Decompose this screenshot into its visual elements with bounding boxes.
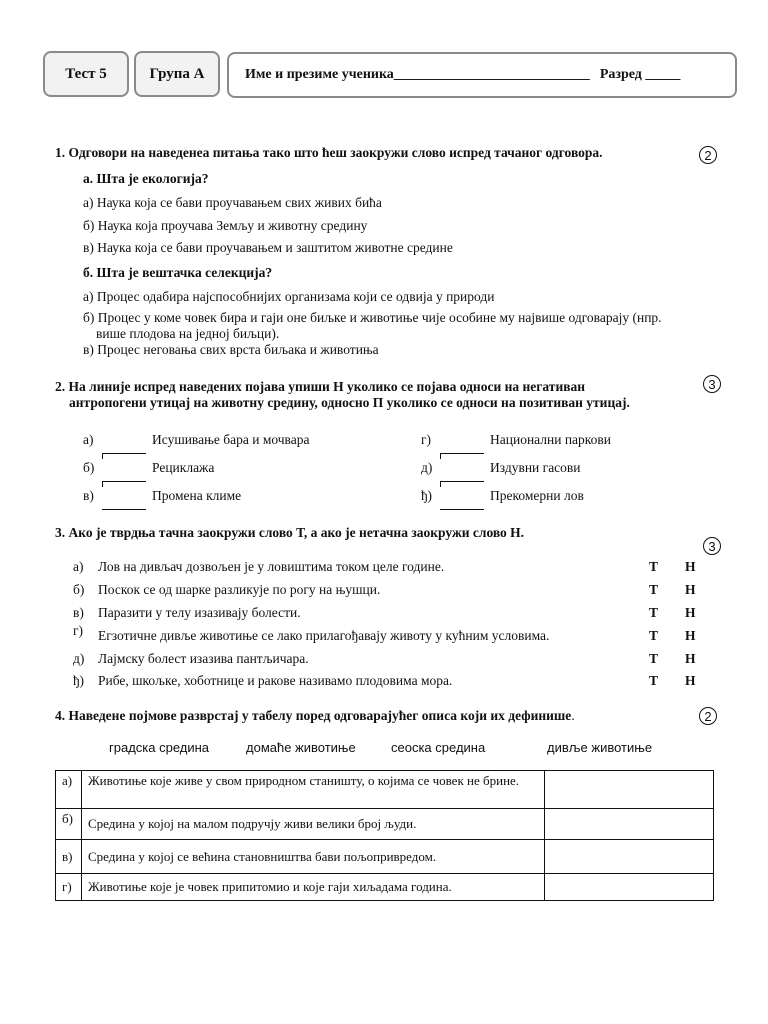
- q2-blank-d[interactable]: [440, 453, 484, 454]
- q1b-option-b[interactable]: б) Процес у коме човек бира и гаји оне биљке и животиње чије особине му највише одговарају (нпр.: [83, 310, 662, 325]
- q1a-option-b[interactable]: б) Наука која проучава Земљу и животну средину: [83, 218, 368, 233]
- student-name-field[interactable]: Име и презиме ученика____________________________: [245, 67, 590, 82]
- q1b-question: б. Шта је вештачка селекција?: [83, 265, 273, 280]
- table-row: [56, 771, 714, 809]
- q3-statement-1: Лов на дивљач дозвољен је у ловиштима током целе године.: [98, 559, 445, 574]
- q3-false-2[interactable]: Н: [685, 582, 696, 597]
- test-label: Тест 5: [43, 51, 129, 97]
- q3-false-4[interactable]: Н: [685, 628, 696, 643]
- q3-statement-6: Рибе, шкољке, хоботнице и ракове називамо плодовима мора.: [98, 673, 453, 688]
- q3-statement-4: Егзотичне дивље животиње се лако прилагођавају животу у кућним условима.: [98, 628, 550, 643]
- q3-letter-5: д): [73, 651, 85, 666]
- q2-tick-f: [440, 481, 441, 487]
- q2-left-text-c: Промена климе: [152, 488, 242, 503]
- row-letter: б): [56, 809, 82, 840]
- answer-cell[interactable]: [545, 874, 714, 901]
- answer-cell[interactable]: [545, 809, 714, 840]
- q4-term-1: градска средина: [109, 740, 210, 755]
- q1a-option-c[interactable]: в) Наука која се бави проучавањем и заштитом животне средине: [83, 240, 453, 255]
- q2-blank-c[interactable]: [102, 509, 146, 510]
- q1b-option-b-cont: више плодова на једној биљци).: [96, 326, 280, 341]
- q3-false-3[interactable]: Н: [685, 605, 696, 620]
- table-row: [56, 874, 714, 901]
- q2-left-text-b: Рециклажа: [152, 460, 215, 475]
- q3-letter-2: б): [73, 582, 85, 597]
- q3-letter-1: а): [73, 559, 84, 574]
- student-info-box: [227, 52, 737, 98]
- row-letter: г): [56, 874, 82, 901]
- row-definition: Животиње које је човек припитомио и које гаји хиљадама година.: [82, 874, 545, 901]
- q2-tick-b: [102, 453, 103, 459]
- q2-tick-c: [102, 481, 103, 487]
- q2-right-text-e: Издувни гасови: [490, 460, 581, 475]
- q1-points: 2: [699, 146, 717, 164]
- q1b-option-a[interactable]: а) Процес одабира најспособнијих организама који се одвија у природи: [83, 289, 495, 304]
- row-definition: Средина у којој се већина становништва бави пољопривредом.: [82, 840, 545, 874]
- q3-true-3[interactable]: Т: [649, 605, 659, 620]
- row-definition: Средина у којој на малом подручју живи велики број људи.: [82, 809, 545, 840]
- q1-title: 1. Одговори на наведенеа питања тако што ћеш заокружи слово испред тачаног одговора.: [55, 145, 603, 160]
- q3-false-6[interactable]: Н: [685, 673, 696, 688]
- q3-letter-4: г): [73, 623, 84, 638]
- q2-blank-f[interactable]: [440, 509, 484, 510]
- q3-true-5[interactable]: Т: [649, 651, 659, 666]
- q2-title-line2: антропогени утицај на животну средину, односно П уколико се односи на позитиван утицај.: [69, 395, 630, 410]
- q3-title: 3. Ако је тврдња тачна заокружи слово Т, а ако је нетачна заокружи слово Н.: [55, 525, 525, 540]
- table-row: [56, 809, 714, 840]
- q2-left-letter-a: а): [83, 432, 94, 447]
- q3-letter-3: в): [73, 605, 84, 620]
- q2-left-letter-c: в): [83, 488, 94, 503]
- class-field[interactable]: Разред _____: [599, 67, 681, 82]
- q3-points: 3: [703, 537, 721, 555]
- table-row: [56, 840, 714, 874]
- q2-right-letter-d: г): [421, 432, 432, 447]
- q3-statement-3: Паразити у телу изазивају болести.: [98, 605, 301, 620]
- q2-points: 3: [703, 375, 721, 393]
- q2-left-letter-b: б): [83, 460, 95, 475]
- answer-cell[interactable]: [545, 840, 714, 874]
- q2-tick-e: [440, 453, 441, 459]
- q3-true-1[interactable]: Т: [649, 559, 659, 574]
- q3-false-5[interactable]: Н: [685, 651, 696, 666]
- q3-false-1[interactable]: Н: [685, 559, 696, 574]
- q2-right-text-f: Прекомерни лов: [490, 488, 584, 503]
- q3-letter-6: ђ): [73, 673, 85, 688]
- q3-true-6[interactable]: Т: [649, 673, 659, 688]
- group-label: Група А: [134, 51, 220, 97]
- q3-true-2[interactable]: Т: [649, 582, 659, 597]
- row-definition: Животиње које живе у свом природном станишту, о којима се човек не брине.: [82, 771, 545, 809]
- q4-points: 2: [699, 707, 717, 725]
- q3-statement-2: Поскок се од шарке разликује по рогу на њушци.: [98, 582, 381, 597]
- row-letter: а): [56, 771, 82, 809]
- q1b-option-c[interactable]: в) Процес неговања свих врста биљака и животиња: [83, 342, 379, 357]
- q4-term-3: сеоска средина: [391, 740, 486, 755]
- q1a-option-a[interactable]: а) Наука која се бави проучавањем свих живих бића: [83, 195, 382, 210]
- q2-blank-e[interactable]: [440, 481, 484, 482]
- q4-term-2: домаће животиње: [246, 740, 356, 755]
- answer-cell[interactable]: [545, 771, 714, 809]
- q4-title: 4. Наведене појмове разврстај у табелу поред одговарајућег описа који их дефинише.: [55, 708, 575, 723]
- q3-statement-5: Лајмску болест изазива пантљичара.: [98, 651, 309, 666]
- q4-term-4: дивље животиње: [547, 740, 653, 755]
- q2-blank-a[interactable]: [102, 453, 146, 454]
- q2-right-letter-f: ђ): [421, 488, 433, 503]
- q4-definitions-table: [55, 770, 714, 901]
- q2-left-text-a: Исушивање бара и мочвара: [152, 432, 310, 447]
- q3-true-4[interactable]: Т: [649, 628, 659, 643]
- q2-title-line1: 2. На линије испред наведених појава упиши Н уколико се појава односи на негативан: [55, 379, 586, 394]
- q1a-question: а. Шта је екологија?: [83, 171, 209, 186]
- row-letter: в): [56, 840, 82, 874]
- q2-right-letter-e: д): [421, 460, 433, 475]
- q2-blank-b[interactable]: [102, 481, 146, 482]
- q2-right-text-d: Национални паркови: [490, 432, 612, 447]
